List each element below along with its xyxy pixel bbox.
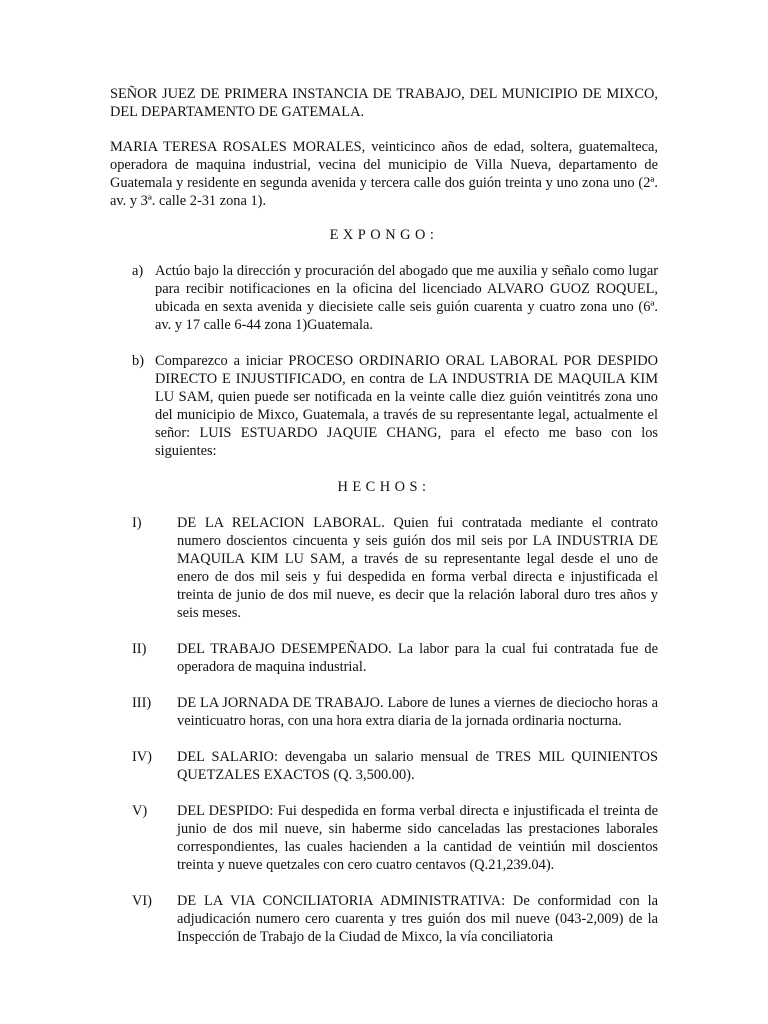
list-item-text: Comparezco a iniciar PROCESO ORDINARIO ORAL LABORAL POR DESPIDO DIRECTO E INJUSTIFICADO, en contra de LA INDUSTRIA DE MAQUILA KIM LU SAM, quien puede ser notificada en la veinte calle diez guión veintitrés zona uno del municipio de Mixco, Guatemala, a través de su representante legal, actualmente el señor: LUIS ESTUARDO JAQUIE CHANG, para el efecto me baso con los siguientes: <box>155 353 658 459</box>
hechos-item-i <box>110 514 658 622</box>
list-item-text: DE LA RELACION LABORAL. Quien fui contratada mediante el contrato numero doscientos cincuenta y seis guión dos mil seis por LA INDUSTRIA DE MAQUILA KIM LU SAM, a través de su representante legal desde el uno de enero de dos mil seis y fui despedida en forma verbal directa e injustificada el treinta de junio de dos mil nueve, es decir que la relación laboral duro tres años y seis meses. <box>177 515 658 621</box>
list-item-text: DEL TRABAJO DESEMPEÑADO. La labor para la cual fui contratada fue de operadora de maquina industrial. <box>177 641 658 675</box>
hechos-item-iv <box>110 748 658 784</box>
list-marker: II) <box>132 641 147 657</box>
hechos-item-vi <box>110 892 658 946</box>
hechos-item-v <box>110 802 658 874</box>
hechos-title: HECHOS: <box>337 479 431 495</box>
list-marker: V) <box>132 803 148 819</box>
list-item-text: DEL DESPIDO: Fui despedida en forma verbal directa e injustificada el treinta de junio de dos mil nueve, sin haberme sido canceladas las prestaciones laborales correspondientes, las cuales hacienden a la cantidad de veintiún mil doscientos treinta y nueve quetzales con cero cuatro centavos (Q.21,239.04). <box>177 803 658 873</box>
hechos-item-ii <box>110 640 658 676</box>
expongo-item-b <box>110 352 658 460</box>
expongo-title: EXPONGO: <box>329 227 439 243</box>
document-page <box>110 85 658 946</box>
expongo-item-a <box>110 262 658 334</box>
list-item-text: DE LA JORNADA DE TRABAJO. Labore de lunes a viernes de dieciocho horas a veinticuatro horas, con una hora extra diaria de la jornada ordinaria nocturna. <box>177 695 658 729</box>
list-marker: b) <box>132 353 144 369</box>
intro-paragraph: MARIA TERESA ROSALES MORALES, veinticinco años de edad, soltera, guatemalteca, operadora de maquina industrial, vecina del municipio de Villa Nueva, departamento de Guatemala y residente en segunda avenida y tercera calle dos guión treinta y uno zona uno (2ª. av. y 3ª. calle 2-31 zona 1). <box>110 139 658 209</box>
list-item-text: DE LA VIA CONCILIATORIA ADMINISTRATIVA: De conformidad con la adjudicación numero cero cuarenta y tres guión dos mil nueve (043-2,009) de la Inspección de Trabajo de la Ciudad de Mixco, la vía conciliatoria <box>177 893 658 945</box>
list-marker: IV) <box>132 749 152 765</box>
list-marker: III) <box>132 695 152 711</box>
list-marker: I) <box>132 515 142 531</box>
list-item-text: DEL SALARIO: devengaba un salario mensual de TRES MIL QUINIENTOS QUETZALES EXACTOS (Q. 3,500.00). <box>177 749 658 783</box>
hechos-item-iii <box>110 694 658 730</box>
list-marker: VI) <box>132 893 152 909</box>
list-marker: a) <box>132 263 144 279</box>
document-heading: SEÑOR JUEZ DE PRIMERA INSTANCIA DE TRABAJO, DEL MUNICIPIO DE MIXCO, DEL DEPARTAMENTO DE GATEMALA. <box>110 86 658 120</box>
list-item-text: Actúo bajo la dirección y procuración del abogado que me auxilia y señalo como lugar para recibir notificaciones en la oficina del licenciado ALVARO GUOZ ROQUEL, ubicada en sexta avenida y diecisiete calle seis guión cuarenta y cuatro zona uno (6ª. av. y 17 calle 6-44 zona 1)Guatemala. <box>155 263 658 333</box>
